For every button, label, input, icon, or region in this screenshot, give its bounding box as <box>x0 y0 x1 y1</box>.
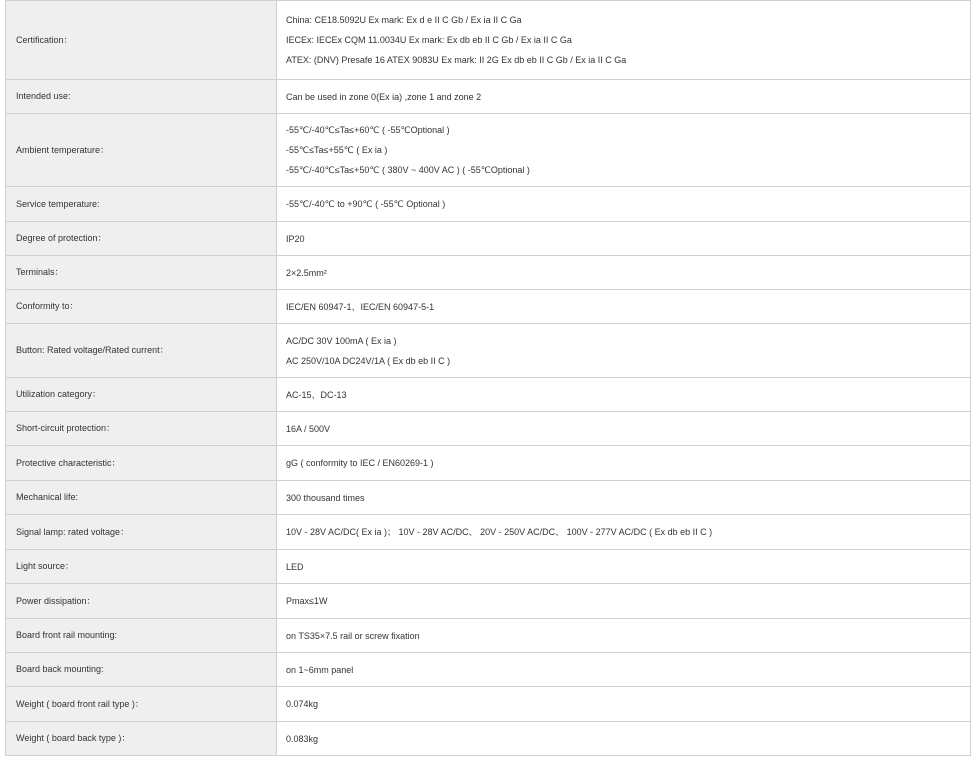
row-label: Certification： <box>6 1 277 80</box>
row-label: Board back mounting: <box>6 653 277 687</box>
value-line: AC-15、DC-13 <box>286 389 347 400</box>
value-line: IEC/EN 60947-1、IEC/EN 60947-5-1 <box>286 301 435 312</box>
row-value <box>277 114 971 187</box>
value-line: 2×2.5mm² <box>286 267 327 278</box>
table-row <box>6 584 971 619</box>
row-label: Short-circuit protection： <box>6 412 277 446</box>
table-row <box>6 446 971 481</box>
value-line: China: CE18.5092U Ex mark: Ex d e II C Gb / Ex ia II C Ga <box>286 15 522 25</box>
row-value <box>277 584 971 619</box>
row-label: Protective characteristic： <box>6 446 277 481</box>
table-row <box>6 222 971 256</box>
row-label: Power dissipation： <box>6 584 277 619</box>
value-line: gG ( conformity to IEC / EN60269-1 ) <box>286 458 434 468</box>
spec-table <box>5 0 971 756</box>
row-value <box>277 687 971 722</box>
value-line: 0.083kg <box>286 733 319 744</box>
row-label: Terminals： <box>6 256 277 290</box>
row-value <box>277 222 971 256</box>
row-value <box>277 324 971 378</box>
row-label: Board front rail mounting: <box>6 619 277 653</box>
row-label: Weight ( board front rail type )： <box>6 687 277 722</box>
value-line: AC/DC 30V 100mA ( Ex ia ) <box>286 335 397 346</box>
value-line: 16A / 500V <box>286 423 331 434</box>
row-value <box>277 446 971 481</box>
value-line: -55℃/-40℃≤Ta≤+50℃ ( 380V ~ 400V AC ) ( -55℃Optional ) <box>286 165 530 175</box>
value-line: 0.074kg <box>286 699 319 709</box>
value-line: ATEX: (DNV) Presafe 16 ATEX 9083U Ex mark: II 2G Ex db eb II C Gb / Ex ia II C Ga <box>286 55 627 65</box>
row-label: Signal lamp: rated voltage： <box>6 515 277 550</box>
row-label: Conformity to： <box>6 290 277 324</box>
table-row <box>6 290 971 324</box>
value-line: LED <box>286 561 304 572</box>
row-value <box>277 550 971 584</box>
value-line: 300 thousand times <box>286 492 365 503</box>
row-label: Service temperature: <box>6 187 277 222</box>
table-row <box>6 653 971 687</box>
row-value <box>277 481 971 515</box>
table-row <box>6 324 971 378</box>
table-row <box>6 378 971 412</box>
value-line: on 1~6mm panel <box>286 664 354 675</box>
row-value <box>277 412 971 446</box>
row-label: Utilization category： <box>6 378 277 412</box>
row-value <box>277 653 971 687</box>
table-row <box>6 256 971 290</box>
table-row <box>6 80 971 114</box>
row-label: Button: Rated voltage/Rated current： <box>6 324 277 378</box>
table-row <box>6 619 971 653</box>
table-row <box>6 722 971 756</box>
value-line: 10V - 28V AC/DC( Ex ia )； 10V - 28V AC/DC、 20V - 250V AC/DC、 100V - 277V AC/DC ( Ex db eb II C ) <box>286 527 713 537</box>
value-line: Can be used in zone 0(Ex ia) ,zone 1 and zone 2 <box>286 91 482 102</box>
value-line: -55℃/-40℃ to +90℃ ( -55℃ Optional ) <box>286 199 446 209</box>
table-row <box>6 481 971 515</box>
row-value <box>277 378 971 412</box>
row-value <box>277 187 971 222</box>
value-line: -55℃/-40℃≤Ta≤+60℃ ( -55℃Optional ) <box>286 125 450 135</box>
row-value <box>277 290 971 324</box>
value-line: -55℃≤Ta≤+55℃ ( Ex ia ) <box>286 145 388 155</box>
row-value <box>277 80 971 114</box>
table-row <box>6 550 971 584</box>
row-label: Light source： <box>6 550 277 584</box>
value-line: AC 250V/10A DC24V/1A ( Ex db eb II C ) <box>286 355 451 366</box>
table-row <box>6 687 971 722</box>
value-line: on TS35×7.5 rail or screw fixation <box>286 630 420 641</box>
row-value <box>277 722 971 756</box>
row-value <box>277 1 971 80</box>
row-label: Degree of protection： <box>6 222 277 256</box>
table-row <box>6 1 971 80</box>
row-label: Weight ( board back type )： <box>6 722 277 756</box>
value-line: IECEx: IECEx CQM 11.0034U Ex mark: Ex db eb II C Gb / Ex ia II C Ga <box>286 35 572 45</box>
value-line: Pmax≤1W <box>286 596 328 606</box>
table-row <box>6 187 971 222</box>
value-line: IP20 <box>286 233 305 244</box>
row-label: Ambient temperature： <box>6 114 277 187</box>
row-label: Mechanical life: <box>6 481 277 515</box>
table-row <box>6 412 971 446</box>
row-value <box>277 256 971 290</box>
table-row <box>6 114 971 187</box>
table-row <box>6 515 971 550</box>
row-value <box>277 619 971 653</box>
row-value <box>277 515 971 550</box>
row-label: Intended use: <box>6 80 277 114</box>
